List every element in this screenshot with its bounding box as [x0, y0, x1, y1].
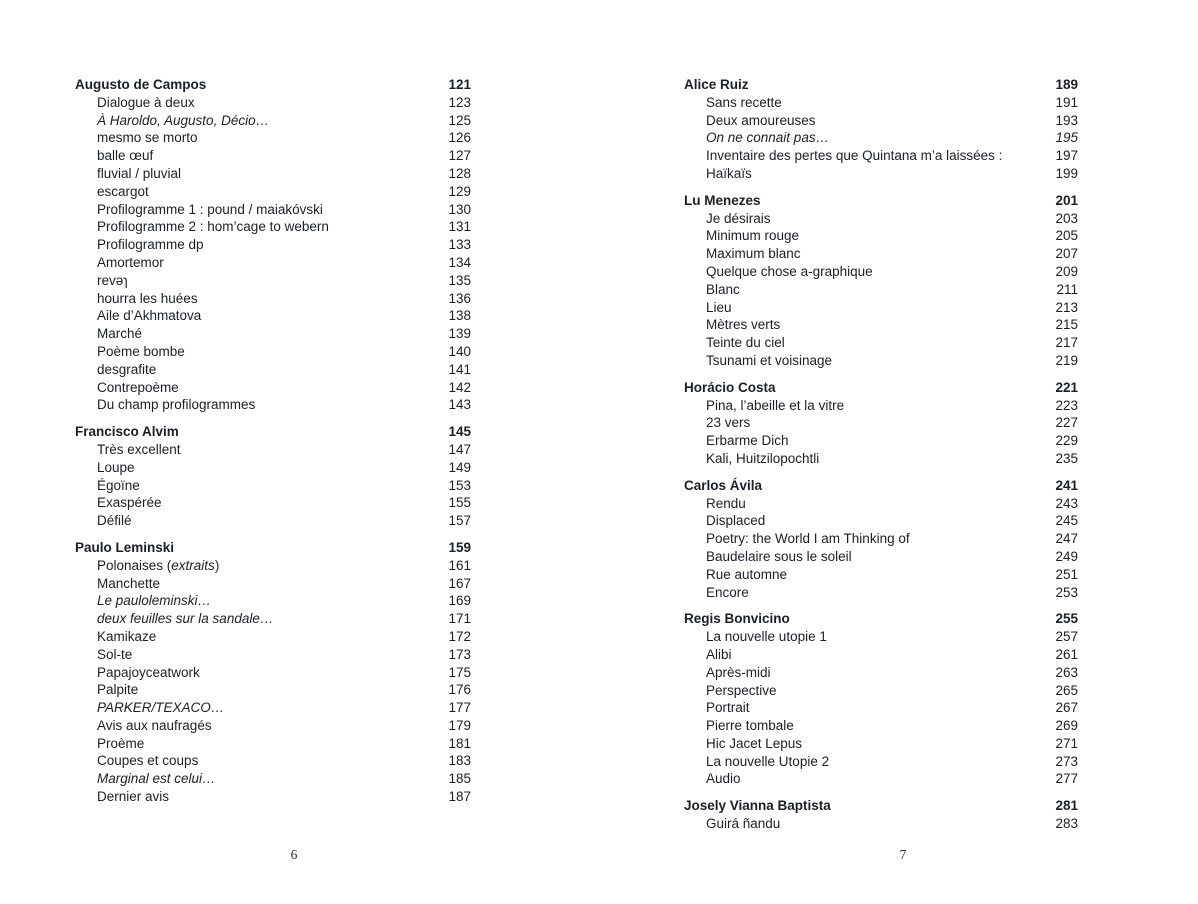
entry-page-number: 261	[1055, 646, 1078, 662]
entry-page-number: 143	[448, 397, 471, 413]
entry-page-number: 199	[1055, 165, 1078, 181]
entry-title: Du champ profilogrammes	[97, 397, 256, 413]
entry-title: Manchette	[97, 575, 161, 591]
author-page-number: 281	[1055, 798, 1078, 814]
entry-page-number: 243	[1055, 495, 1078, 511]
entry-page-number: 138	[448, 308, 471, 324]
toc-entry-row	[75, 717, 471, 735]
entry-page-number: 185	[448, 771, 471, 787]
toc-author-row	[684, 76, 1078, 94]
toc-page-right	[684, 76, 1078, 833]
entry-title: Rendu	[706, 495, 746, 511]
entry-page-number: 253	[1055, 584, 1078, 600]
toc-entry-row	[75, 770, 471, 788]
entry-title: Blanc	[706, 281, 740, 297]
entry-title: Le pauloleminski…	[97, 593, 212, 609]
entry-title: hourra les huées	[97, 290, 198, 306]
entry-title: Contrepoème	[97, 379, 179, 395]
entry-title: La nouvelle Utopie 2	[706, 753, 830, 769]
entry-page-number: 203	[1055, 210, 1078, 226]
author-page-number: 159	[448, 539, 471, 555]
toc-entry-row	[684, 735, 1078, 753]
entry-page-number: 209	[1055, 263, 1078, 279]
toc-entry-row	[75, 307, 471, 325]
toc-entry-row	[684, 646, 1078, 664]
entry-page-number: 169	[448, 593, 471, 609]
entry-page-number: 136	[448, 290, 471, 306]
entry-title: Alibi	[706, 646, 732, 662]
entry-page-number: 249	[1055, 548, 1078, 564]
toc-author-row	[75, 76, 471, 94]
author-name: Carlos Ávila	[684, 477, 763, 493]
entry-page-number: 140	[448, 343, 471, 359]
entry-page-number: 247	[1055, 531, 1078, 547]
toc-entry-row	[684, 432, 1078, 450]
toc-entry-row	[684, 112, 1078, 130]
entry-page-number: 257	[1055, 629, 1078, 645]
entry-title: Kali, Huitzilopochtli	[706, 450, 820, 466]
entry-title: Sans recette	[706, 94, 782, 110]
toc-entry-row	[684, 628, 1078, 646]
author-name: Alice Ruiz	[684, 77, 749, 92]
author-name: Horácio Costa	[684, 379, 776, 395]
toc-entry-row	[684, 753, 1078, 771]
page-number-footer-right: 7	[899, 847, 907, 862]
author-name: Augusto de Campos	[75, 77, 207, 92]
toc-entry-row	[75, 610, 471, 628]
toc-author-row	[75, 539, 471, 557]
entry-page-number: 128	[448, 165, 471, 181]
entry-page-number: 127	[448, 148, 471, 164]
toc-entry-row	[684, 699, 1078, 717]
toc-entry-row	[684, 129, 1078, 147]
entry-title: Kamikaze	[97, 628, 157, 644]
entry-page-number: 277	[1055, 771, 1078, 787]
entry-page-number: 215	[1055, 317, 1078, 333]
entry-page-number: 263	[1055, 664, 1078, 680]
entry-page-number: 267	[1055, 700, 1078, 716]
author-page-number: 145	[448, 424, 471, 440]
entry-title-part: )	[214, 557, 220, 573]
entry-title: Marginal est celui…	[97, 771, 216, 787]
entry-title: Lieu	[706, 299, 732, 315]
toc-section	[75, 423, 471, 530]
entry-page-number: 175	[448, 664, 471, 680]
entry-title: Profilogramme 2 : hom’cage to webern	[97, 219, 329, 235]
entry-title: Papajoyceatwork	[97, 664, 200, 680]
toc-entry-row	[684, 414, 1078, 432]
entry-title: À Haroldo, Augusto, Décio…	[97, 112, 270, 128]
author-page-number: 121	[448, 77, 471, 92]
entry-page-number: 153	[448, 477, 471, 493]
entry-page-number: 229	[1055, 433, 1078, 449]
toc-entry-row	[75, 325, 471, 343]
entry-title	[75, 557, 219, 575]
toc-entry-row	[75, 129, 471, 147]
toc-section	[75, 76, 471, 414]
toc-author-row	[684, 379, 1078, 397]
author-page-number: 189	[1055, 77, 1078, 92]
toc-entry-row	[684, 334, 1078, 352]
entry-page-number: 273	[1055, 753, 1078, 769]
entry-title: Hic Jacet Lepus	[706, 735, 803, 751]
toc-entry-row	[684, 450, 1078, 468]
entry-title: Guirá ñandu	[706, 816, 781, 832]
entry-title: fluvial / pluvial	[97, 165, 182, 181]
entry-title: Poetry: the World I am Thinking of	[706, 531, 910, 547]
toc-entry-row	[684, 495, 1078, 513]
toc-entry-row	[75, 477, 471, 495]
entry-page-number: 147	[448, 441, 471, 457]
entry-title: Je désirais	[706, 210, 771, 226]
entry-page-number: 134	[448, 254, 471, 270]
entry-title: Minimum rouge	[706, 228, 800, 244]
entry-page-number: 179	[448, 717, 471, 733]
author-page-number: 255	[1055, 611, 1078, 627]
entry-title: revəɿ	[97, 272, 128, 288]
toc-entry-row	[684, 147, 1078, 165]
entry-title: Palpite	[97, 682, 139, 698]
toc-entry-row	[75, 361, 471, 379]
toc-section	[684, 76, 1078, 183]
entry-title: Amortemor	[97, 254, 164, 270]
entry-title: Dernier avis	[97, 789, 170, 805]
toc-entry-row	[75, 272, 471, 290]
toc-entry-row	[684, 530, 1078, 548]
toc-section	[75, 539, 471, 806]
toc-entry-row	[75, 592, 471, 610]
author-name: Francisco Alvim	[75, 424, 179, 440]
toc-entry-row	[75, 290, 471, 308]
entry-title-italic-part: extraits	[171, 557, 215, 573]
toc-entry-row	[684, 299, 1078, 317]
entry-page-number: 211	[1056, 281, 1078, 297]
entry-title: Teinte du ciel	[706, 335, 785, 351]
author-page-number: 221	[1055, 379, 1078, 395]
entry-page-number: 213	[1055, 299, 1078, 315]
toc-entry-row	[75, 112, 471, 130]
toc-entry-row	[684, 227, 1078, 245]
toc-entry-row	[75, 628, 471, 646]
author-name: Lu Menezes	[684, 192, 761, 208]
entry-page-number: 187	[448, 789, 471, 805]
toc-entry-row	[75, 646, 471, 664]
entry-page-number: 167	[448, 575, 471, 591]
toc-entry-row	[684, 210, 1078, 228]
entry-title: On ne connait pas…	[706, 130, 830, 146]
entry-page-number: 223	[1055, 397, 1078, 413]
toc-author-row	[684, 610, 1078, 628]
entry-title: 23 vers	[706, 415, 751, 431]
entry-title: Erbarme Dich	[706, 433, 789, 449]
entry-title: Profilogramme 1 : pound / maiakóvski	[97, 201, 323, 217]
entry-title: mesmo se morto	[97, 130, 198, 146]
entry-title: Proème	[97, 735, 145, 751]
toc-entry-row	[684, 352, 1078, 370]
entry-page-number: 161	[448, 557, 471, 573]
toc-entry-row	[684, 664, 1078, 682]
toc-entry-row	[75, 494, 471, 512]
entry-title: Displaced	[706, 513, 766, 529]
entry-page-number: 245	[1055, 513, 1078, 529]
toc-author-row	[684, 477, 1078, 495]
entry-page-number: 181	[448, 735, 471, 751]
entry-title: Pina, l’abeille et la vitre	[706, 397, 845, 413]
entry-title: Deux amoureuses	[706, 112, 816, 128]
entry-page-number: 251	[1055, 566, 1078, 582]
entry-page-number: 149	[448, 459, 471, 475]
toc-entry-row	[75, 441, 471, 459]
toc-entry-row	[684, 815, 1078, 833]
toc-entry-row	[684, 316, 1078, 334]
entry-page-number: 139	[448, 326, 471, 342]
entry-title: Baudelaire sous le soleil	[706, 548, 852, 564]
entry-page-number: 195	[1055, 130, 1078, 146]
author-name: Josely Vianna Baptista	[684, 798, 831, 814]
entry-title: Tsunami et voisinage	[706, 352, 833, 368]
entry-title: Quelque chose a-graphique	[706, 263, 873, 279]
entry-title: Très excellent	[97, 441, 181, 457]
entry-page-number: 219	[1055, 352, 1078, 368]
entry-page-number: 155	[448, 495, 471, 511]
toc-author-row	[684, 797, 1078, 815]
entry-page-number: 283	[1055, 816, 1078, 832]
toc-entry-row	[684, 512, 1078, 530]
entry-title: Audio	[706, 771, 741, 787]
toc-entry-row	[75, 664, 471, 682]
toc-entry-row	[75, 512, 471, 530]
toc-entry-row	[684, 397, 1078, 415]
toc-entry-row	[75, 94, 471, 112]
toc-entry-row	[684, 770, 1078, 788]
entry-page-number: 269	[1055, 718, 1078, 734]
entry-title: Dialogue à deux	[97, 94, 195, 110]
toc-entry-row	[684, 94, 1078, 112]
toc-entry-row	[75, 735, 471, 753]
entry-title-part: Polonaises (	[97, 557, 172, 573]
toc-entry-row	[684, 263, 1078, 281]
toc-entry-row	[684, 281, 1078, 299]
entry-title: deux feuilles sur la sandale…	[97, 611, 274, 627]
toc-entry-row	[75, 459, 471, 477]
entry-page-number: 176	[448, 682, 471, 698]
entry-title: Loupe	[97, 459, 135, 475]
toc-entry-row	[684, 682, 1078, 700]
author-name: Paulo Leminski	[75, 539, 175, 555]
entry-page-number: 177	[448, 700, 471, 716]
toc-entry-row	[75, 396, 471, 414]
toc-entry-row	[684, 245, 1078, 263]
toc-entry-row	[75, 699, 471, 717]
entry-page-number: 141	[448, 361, 471, 377]
entry-page-number: 157	[448, 513, 471, 529]
author-page-number: 201	[1055, 192, 1078, 208]
entry-title: Marché	[97, 326, 143, 342]
entry-title: Poème bombe	[97, 343, 185, 359]
entry-page-number: 183	[448, 753, 471, 769]
entry-title: Inventaire des pertes que Quintana m’a laissées :	[706, 148, 1003, 164]
page-number-footer-left: 6	[290, 847, 298, 862]
author-page-number: 241	[1055, 477, 1078, 493]
entry-page-number: 271	[1055, 735, 1078, 751]
toc-entry-row	[684, 165, 1078, 183]
toc-page-left	[75, 76, 471, 806]
entry-page-number: 265	[1055, 682, 1078, 698]
entry-page-number: 171	[448, 611, 471, 627]
toc-entry-row	[75, 752, 471, 770]
entry-title: Perspective	[706, 682, 777, 698]
entry-title: Encore	[706, 584, 749, 600]
entry-page-number: 142	[448, 379, 471, 395]
entry-title: PARKER/TEXACO…	[97, 700, 225, 716]
entry-title: Avis aux naufragés	[97, 717, 212, 733]
entry-title: La nouvelle utopie 1	[706, 629, 827, 645]
entry-page-number: 135	[448, 272, 471, 288]
entry-page-number: 131	[448, 219, 471, 235]
toc-entry-row	[75, 165, 471, 183]
entry-page-number: 217	[1055, 335, 1078, 351]
entry-title: Aile d’Akhmatova	[97, 308, 202, 324]
toc-section	[684, 610, 1078, 788]
entry-title: balle œuf	[97, 148, 154, 164]
entry-page-number: 172	[448, 628, 471, 644]
entry-page-number: 197	[1055, 148, 1078, 164]
toc-entry-row	[75, 379, 471, 397]
entry-title: Rue automne	[706, 566, 788, 582]
entry-title: Mètres verts	[706, 317, 781, 333]
entry-page-number: 207	[1055, 246, 1078, 262]
entry-page-number: 125	[448, 112, 471, 128]
toc-entry-row	[75, 236, 471, 254]
entry-page-number: 193	[1055, 112, 1078, 128]
entry-title: Coupes et coups	[97, 753, 199, 769]
toc-entry-row	[684, 566, 1078, 584]
toc-section	[684, 477, 1078, 602]
entry-page-number: 235	[1055, 450, 1078, 466]
entry-title: Après-midi	[706, 664, 771, 680]
entry-title: desgrafite	[97, 361, 157, 377]
entry-title: Sol-te	[97, 646, 133, 662]
entry-page-number: 191	[1055, 94, 1078, 110]
toc-entry-row	[75, 183, 471, 201]
entry-page-number: 130	[448, 201, 471, 217]
toc-section	[684, 379, 1078, 468]
entry-page-number: 129	[448, 183, 471, 199]
toc-entry-row	[684, 548, 1078, 566]
entry-page-number: 123	[448, 94, 471, 110]
toc-entry-row	[75, 147, 471, 165]
entry-title: Maximum blanc	[706, 246, 801, 262]
toc-author-row	[75, 423, 471, 441]
entry-page-number: 173	[448, 646, 471, 662]
entry-page-number: 205	[1055, 228, 1078, 244]
toc-entry-row	[75, 788, 471, 806]
entry-page-number: 126	[448, 130, 471, 146]
entry-title: Haïkaïs	[706, 165, 752, 181]
toc-entry-row	[684, 584, 1078, 602]
toc-section	[684, 797, 1078, 833]
toc-entry-row	[75, 681, 471, 699]
entry-title: Portrait	[706, 700, 750, 716]
toc-entry-row	[75, 201, 471, 219]
entry-title: Exaspérée	[97, 495, 162, 511]
entry-title: escargot	[97, 183, 149, 199]
entry-title: Profilogramme dp	[97, 237, 204, 253]
entry-title: Égoïne	[97, 477, 140, 493]
entry-title: Pierre tombale	[706, 718, 794, 734]
toc-entry-row	[75, 343, 471, 361]
toc-entry-row	[684, 717, 1078, 735]
toc-section	[684, 192, 1078, 370]
toc-entry-row	[75, 254, 471, 272]
toc-author-row	[684, 192, 1078, 210]
entry-title: Défilé	[97, 513, 132, 529]
toc-entry-row	[75, 218, 471, 236]
entry-page-number: 227	[1055, 415, 1078, 431]
entry-page-number: 133	[448, 237, 471, 253]
author-name: Regis Bonvicino	[684, 611, 790, 627]
toc-entry-row	[75, 575, 471, 593]
toc-entry-row	[75, 557, 471, 575]
